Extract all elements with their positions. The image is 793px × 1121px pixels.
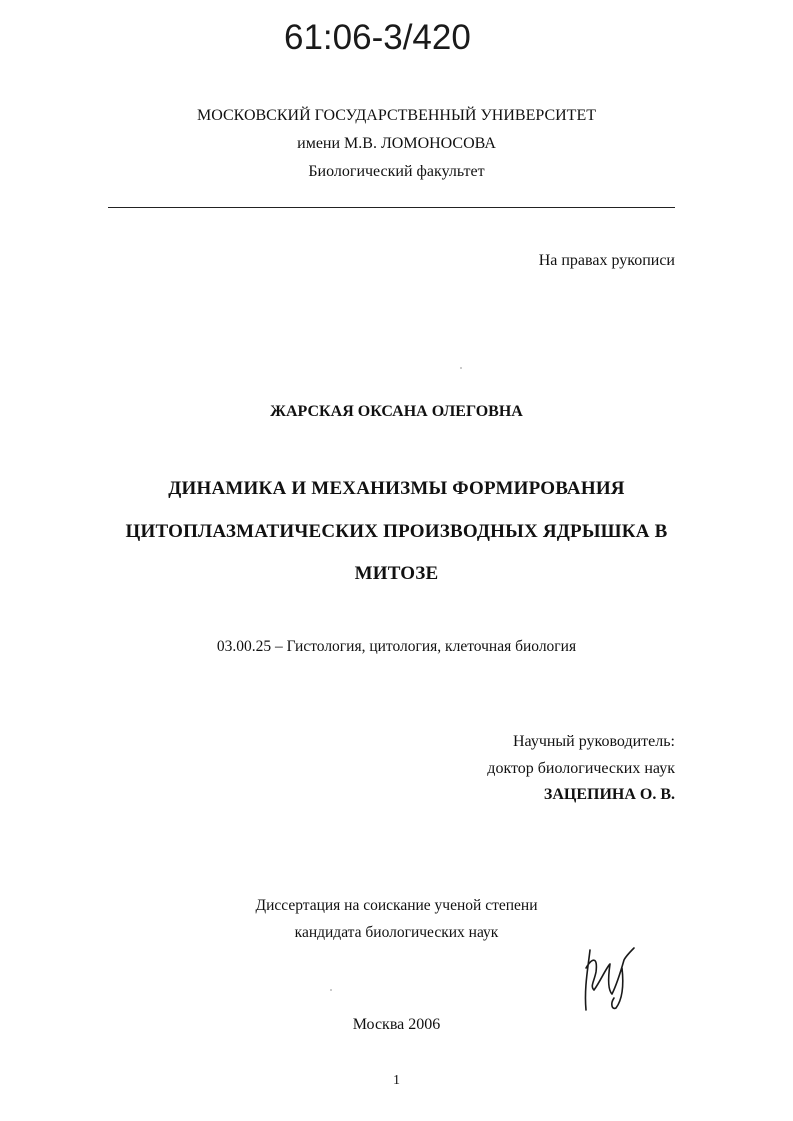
university-name: МОСКОВСКИЙ ГОСУДАРСТВЕННЫЙ УНИВЕРСИТЕТ xyxy=(197,107,596,124)
supervisor-label: Научный руководитель: xyxy=(512,733,675,750)
manuscript-note: На правах рукописи xyxy=(538,252,675,269)
title-line-2: ЦИТОПЛАЗМАТИЧЕСКИХ ПРОИЗВОДНЫХ ЯДРЫШКА В xyxy=(125,521,668,542)
specialty-code: 03.00.25 – Гистология, цитология, клеточная биология xyxy=(216,638,577,655)
header-divider xyxy=(108,207,675,208)
supervisor-degree: доктор биологических наук xyxy=(487,760,675,777)
title-line-1: ДИНАМИКА И МЕХАНИЗМЫ ФОРМИРОВАНИЯ xyxy=(168,478,625,499)
signature-graphic xyxy=(572,938,642,1018)
author-name: ЖАРСКАЯ ОКСАНА ОЛЕГОВНА xyxy=(270,403,523,420)
faculty-name: Биологический факультет xyxy=(308,163,485,180)
scan-speck xyxy=(330,989,332,991)
page-number: 1 xyxy=(393,1073,400,1088)
dissertation-line-2: кандидата биологических наук xyxy=(294,924,499,941)
archive-stamp: 61:06-3/420 xyxy=(284,18,471,57)
supervisor-name: ЗАЦЕПИНА О. В. xyxy=(543,786,675,803)
scan-speck xyxy=(460,367,462,369)
university-named-after: имени М.В. ЛОМОНОСОВА xyxy=(297,135,496,152)
city-year: Москва 2006 xyxy=(352,1016,441,1033)
title-line-3: МИТОЗЕ xyxy=(354,563,439,584)
dissertation-line-1: Диссертация на соискание ученой степени xyxy=(255,897,538,914)
